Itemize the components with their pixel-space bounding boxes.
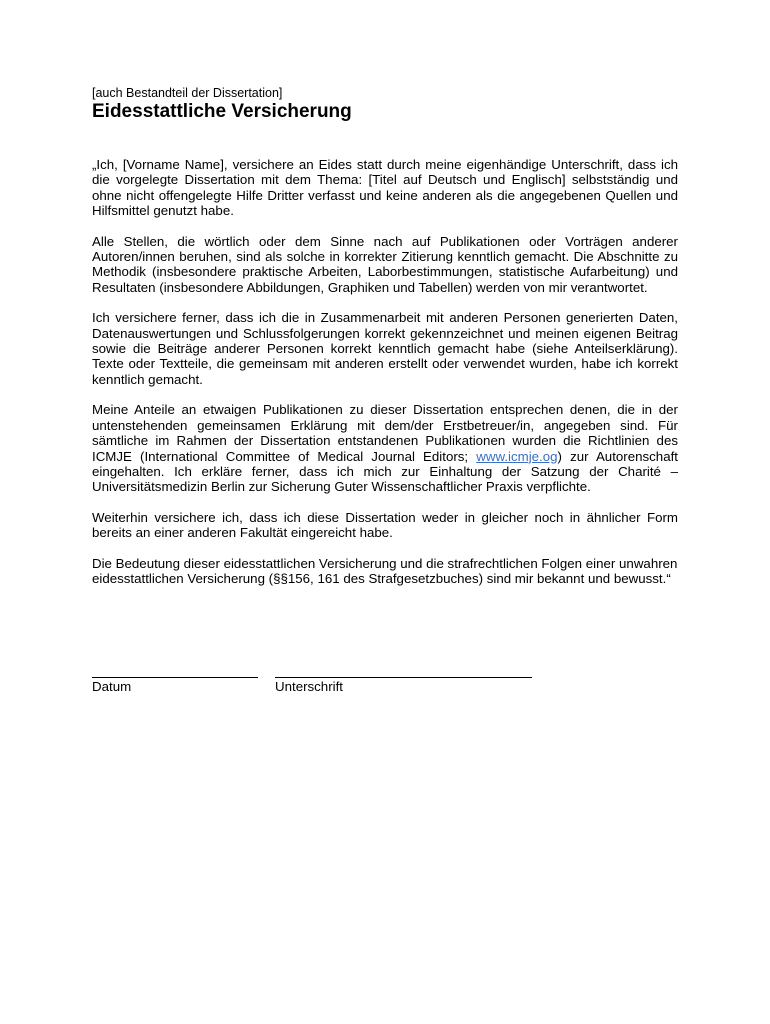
signature-label: Unterschrift (275, 679, 343, 694)
date-label: Datum (92, 679, 132, 694)
paragraph-publications (92, 402, 678, 494)
document-title: Eidesstattliche Versicherung (92, 101, 352, 122)
paragraph-no-prior-submission: Weiterhin versichere ich, dass ich diese Dissertation weder in gleicher noch in ähnlicher Form bereits an einer anderen Fakultät eingereicht habe. (92, 509, 678, 541)
paragraph-publications-text-a: Meine Anteile an etwaigen Publikationen zu dieser Dissertation entsprechen denen, die in der untenstehenden gemeinsamen Erklärung mit dem/der Erstbetreuer/in, angegeben sind. Für sämtliche im Rahmen der Dissertation entstandenen Publikationen wurden die Richtlinien des ICMJE (International Committee of Medical Journal Editors; (92, 402, 678, 464)
date-line (92, 677, 258, 678)
paragraph-oath: „Ich, [Vorname Name], versichere an Eides statt durch meine eigenhändige Unterschrift, dass ich die vorgelegte Dissertation mit dem Thema: [Titel auf Deutsch und Englisch] selbstständig und ohne nicht offengelegte Hilfe Dritter verfasst und keine anderen als die angegebenen Quellen und Hilfsmittel genutzt habe. (92, 157, 678, 219)
document-subtitle: [auch Bestandteil der Dissertation] (92, 86, 283, 100)
signature-line (275, 677, 532, 678)
paragraph-citations: Alle Stellen, die wörtlich oder dem Sinne nach auf Publikationen oder Vorträgen anderer Autoren/innen beruhen, sind als solche in korrekter Zitierung kenntlich gemacht. Die Abschnitte zu Methodik (insbesondere praktische Arbeiten, Laborbestimmungen, statistische Aufarbeitung) und Resultaten (insbesondere Abbildungen, Graphiken und Tabellen) werden von mir verantwortet. (92, 233, 678, 295)
paragraph-legal-consequences: Die Bedeutung dieser eidesstattlichen Versicherung und die strafrechtlichen Folgen einer unwahren eidesstattlichen Versicherung (§§156, 161 des Strafgesetzbuches) sind mir bekannt und bewusst.“ (92, 555, 678, 586)
paragraph-collaboration: Ich versichere ferner, dass ich die in Zusammenarbeit mit anderen Personen generierten Daten, Datenauswertungen und Schlussfolgerungen korrekt gekennzeichnet und meinen eigenen Beitrag sowie die Beiträge anderer Personen korrekt kenntlich gemacht habe (siehe Anteilserklärung). Texte oder Textteile, die gemeinsam mit anderen erstellt oder verwendet wurden, habe ich korrekt kenntlich gemacht. (92, 310, 678, 387)
icmje-link[interactable]: www.icmje.og (476, 448, 558, 464)
declaration-document (92, 86, 678, 601)
paragraph-publications-text-b: ) zur Autorenschaft eingehalten. Ich erkläre ferner, dass ich mich zur Einhaltung der Satzung der Charité – Universitätsmedizin Berlin zur Sicherung Guter Wissenschaftlicher Praxis verpflichte. (92, 448, 678, 495)
signature-block (92, 663, 692, 703)
